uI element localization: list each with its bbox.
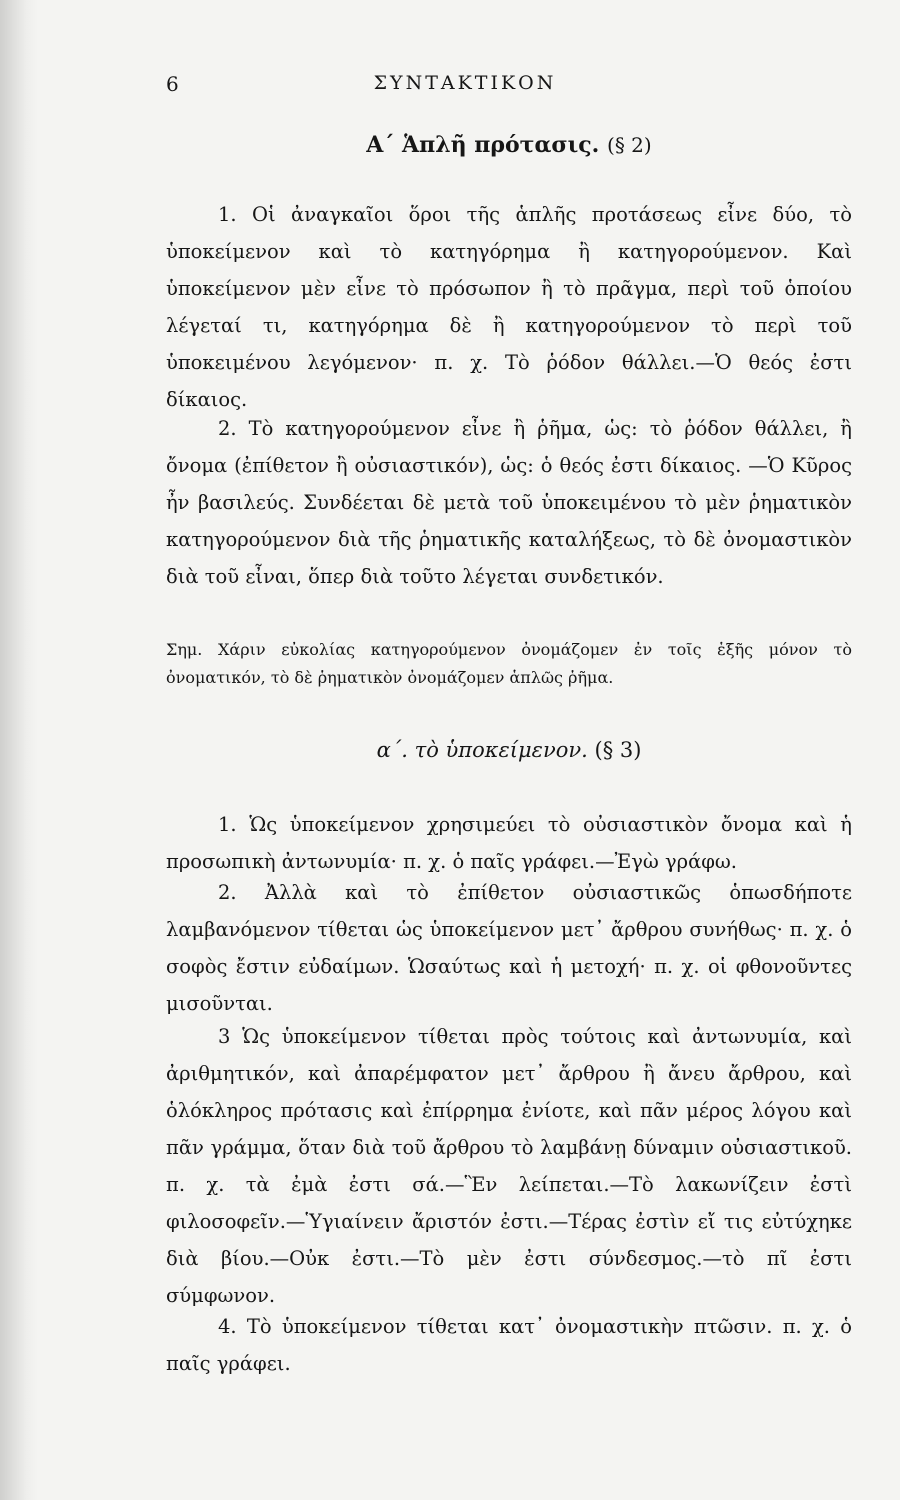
- paragraph: 2. Ἀλλὰ καὶ τὸ ἐπίθετον οὐσιαστικῶς ὁπωσδήποτε λαμβανόμενον τίθεται ὡς ὑποκείμενον μετ᾽ ἄρθρου συνήθως· π. χ. ὁ σοφὸς ἔστιν εὐδαίμων. Ὡσαύτως καὶ ἡ μετοχή· π. χ. οἱ φθονοῦντες μισοῦνται.: [166, 881, 852, 1015]
- subsection-heading: [166, 738, 852, 762]
- running-title: ΣΥΝΤΑΚΤΙΚΟΝ: [373, 72, 557, 94]
- paragraph: 3 Ὡς ὑποκείμενον τίθεται πρὸς τούτοις καὶ ἀντωνυμία, καὶ ἀριθμητικόν, καὶ ἀπαρέμφατον μετ᾽ ἄρθρου ἢ ἄνευ ἄρθρου, καὶ ὁλόκληρος πρότασις καὶ ἐπίρρημα ἐνίοτε, καὶ πᾶν μέρος λόγου καὶ πᾶν γράμμα, ὅταν διὰ τοῦ ἄρθρου τὸ λαμβάνῃ δύναμιν οὐσιαστικοῦ. π. χ. τὰ ἐμὰ ἐστι σά.—Ἓν λείπεται.—Τὸ λακωνίζειν ἐστὶ φιλοσοφεῖν.—Ὑγιαίνειν ἄριστόν ἐστι.—Τέρας ἐστὶν εἴ τις εὐτύχηκε διὰ βίου.—Οὐκ ἐστι.—Τὸ μὲν ἐστι σύνδεσμος.—τὸ πῖ ἐστι σύμφωνον.: [166, 1025, 852, 1307]
- paragraph: 1. Οἱ ἀναγκαῖοι ὅροι τῆς ἁπλῆς προτάσεως εἶνε δύο, τὸ ὑποκείμενον καὶ τὸ κατηγόρημα ἢ κατηγορούμενον. Καὶ ὑποκείμενον μὲν εἶνε τὸ πρόσωπον ἢ τὸ πρᾶγμα, περὶ τοῦ ὁποίου λέγεταί τι, κατηγόρημα δὲ ἢ κατηγορούμενον τὸ περὶ τοῦ ὑποκειμένου λεγόμενον· π. χ. Τὸ ῥόδον θάλλει.—Ὁ θεός ἐστι δίκαιος.: [166, 203, 852, 411]
- section-title: Α΄ Ἁπλῆ πρότασις.: [366, 132, 600, 158]
- section-ref: (§ 2): [607, 133, 652, 157]
- page-gutter-shadow: [0, 0, 38, 1500]
- note: Σημ. Χάριν εὐκολίας κατηγορούμενον ὀνομάζομεν ἐν τοῖς ἑξῆς μόνον τὸ ὀνοματικόν, τὸ δὲ ῥηματικὸν ὀνομάζομεν ἁπλῶς ῥῆμα.: [166, 640, 852, 687]
- page-number: 6: [166, 72, 179, 96]
- subsection-ref: (§ 3): [594, 738, 642, 762]
- paragraph: 2. Τὸ κατηγορούμενον εἶνε ἢ ῥῆμα, ὡς: τὸ ῥόδον θάλλει, ἢ ὄνομα (ἐπίθετον ἢ οὐσιαστικόν), ὡς: ὁ θεός ἐστι δίκαιος. —Ὁ Κῦρος ἦν βασιλεύς. Συνδέεται δὲ μετὰ τοῦ ὑποκειμένου τὸ μὲν ῥηματικὸν κατηγορούμενον διὰ τῆς ῥηματικῆς καταλήξεως, τὸ δὲ ὀνομαστικὸν διὰ τοῦ εἶναι, ὅπερ διὰ τοῦτο λέγεται συνδετικόν.: [166, 417, 852, 588]
- subsection-title: α΄. τὸ ὑποκείμενον.: [376, 738, 588, 762]
- paragraph: 4. Τὸ ὑποκείμενον τίθεται κατ᾽ ὀνομαστικὴν πτῶσιν. π. χ. ὁ παῖς γράφει.: [166, 1315, 852, 1375]
- paragraph: 1. Ὡς ὑποκείμενον χρησιμεύει τὸ οὐσιαστικὸν ὄνομα καὶ ἡ προσωπικὴ ἀντωνυμία· π. χ. ὁ παῖς γράφει.—Ἐγὼ γράφω.: [166, 813, 852, 873]
- section-heading: [166, 132, 852, 158]
